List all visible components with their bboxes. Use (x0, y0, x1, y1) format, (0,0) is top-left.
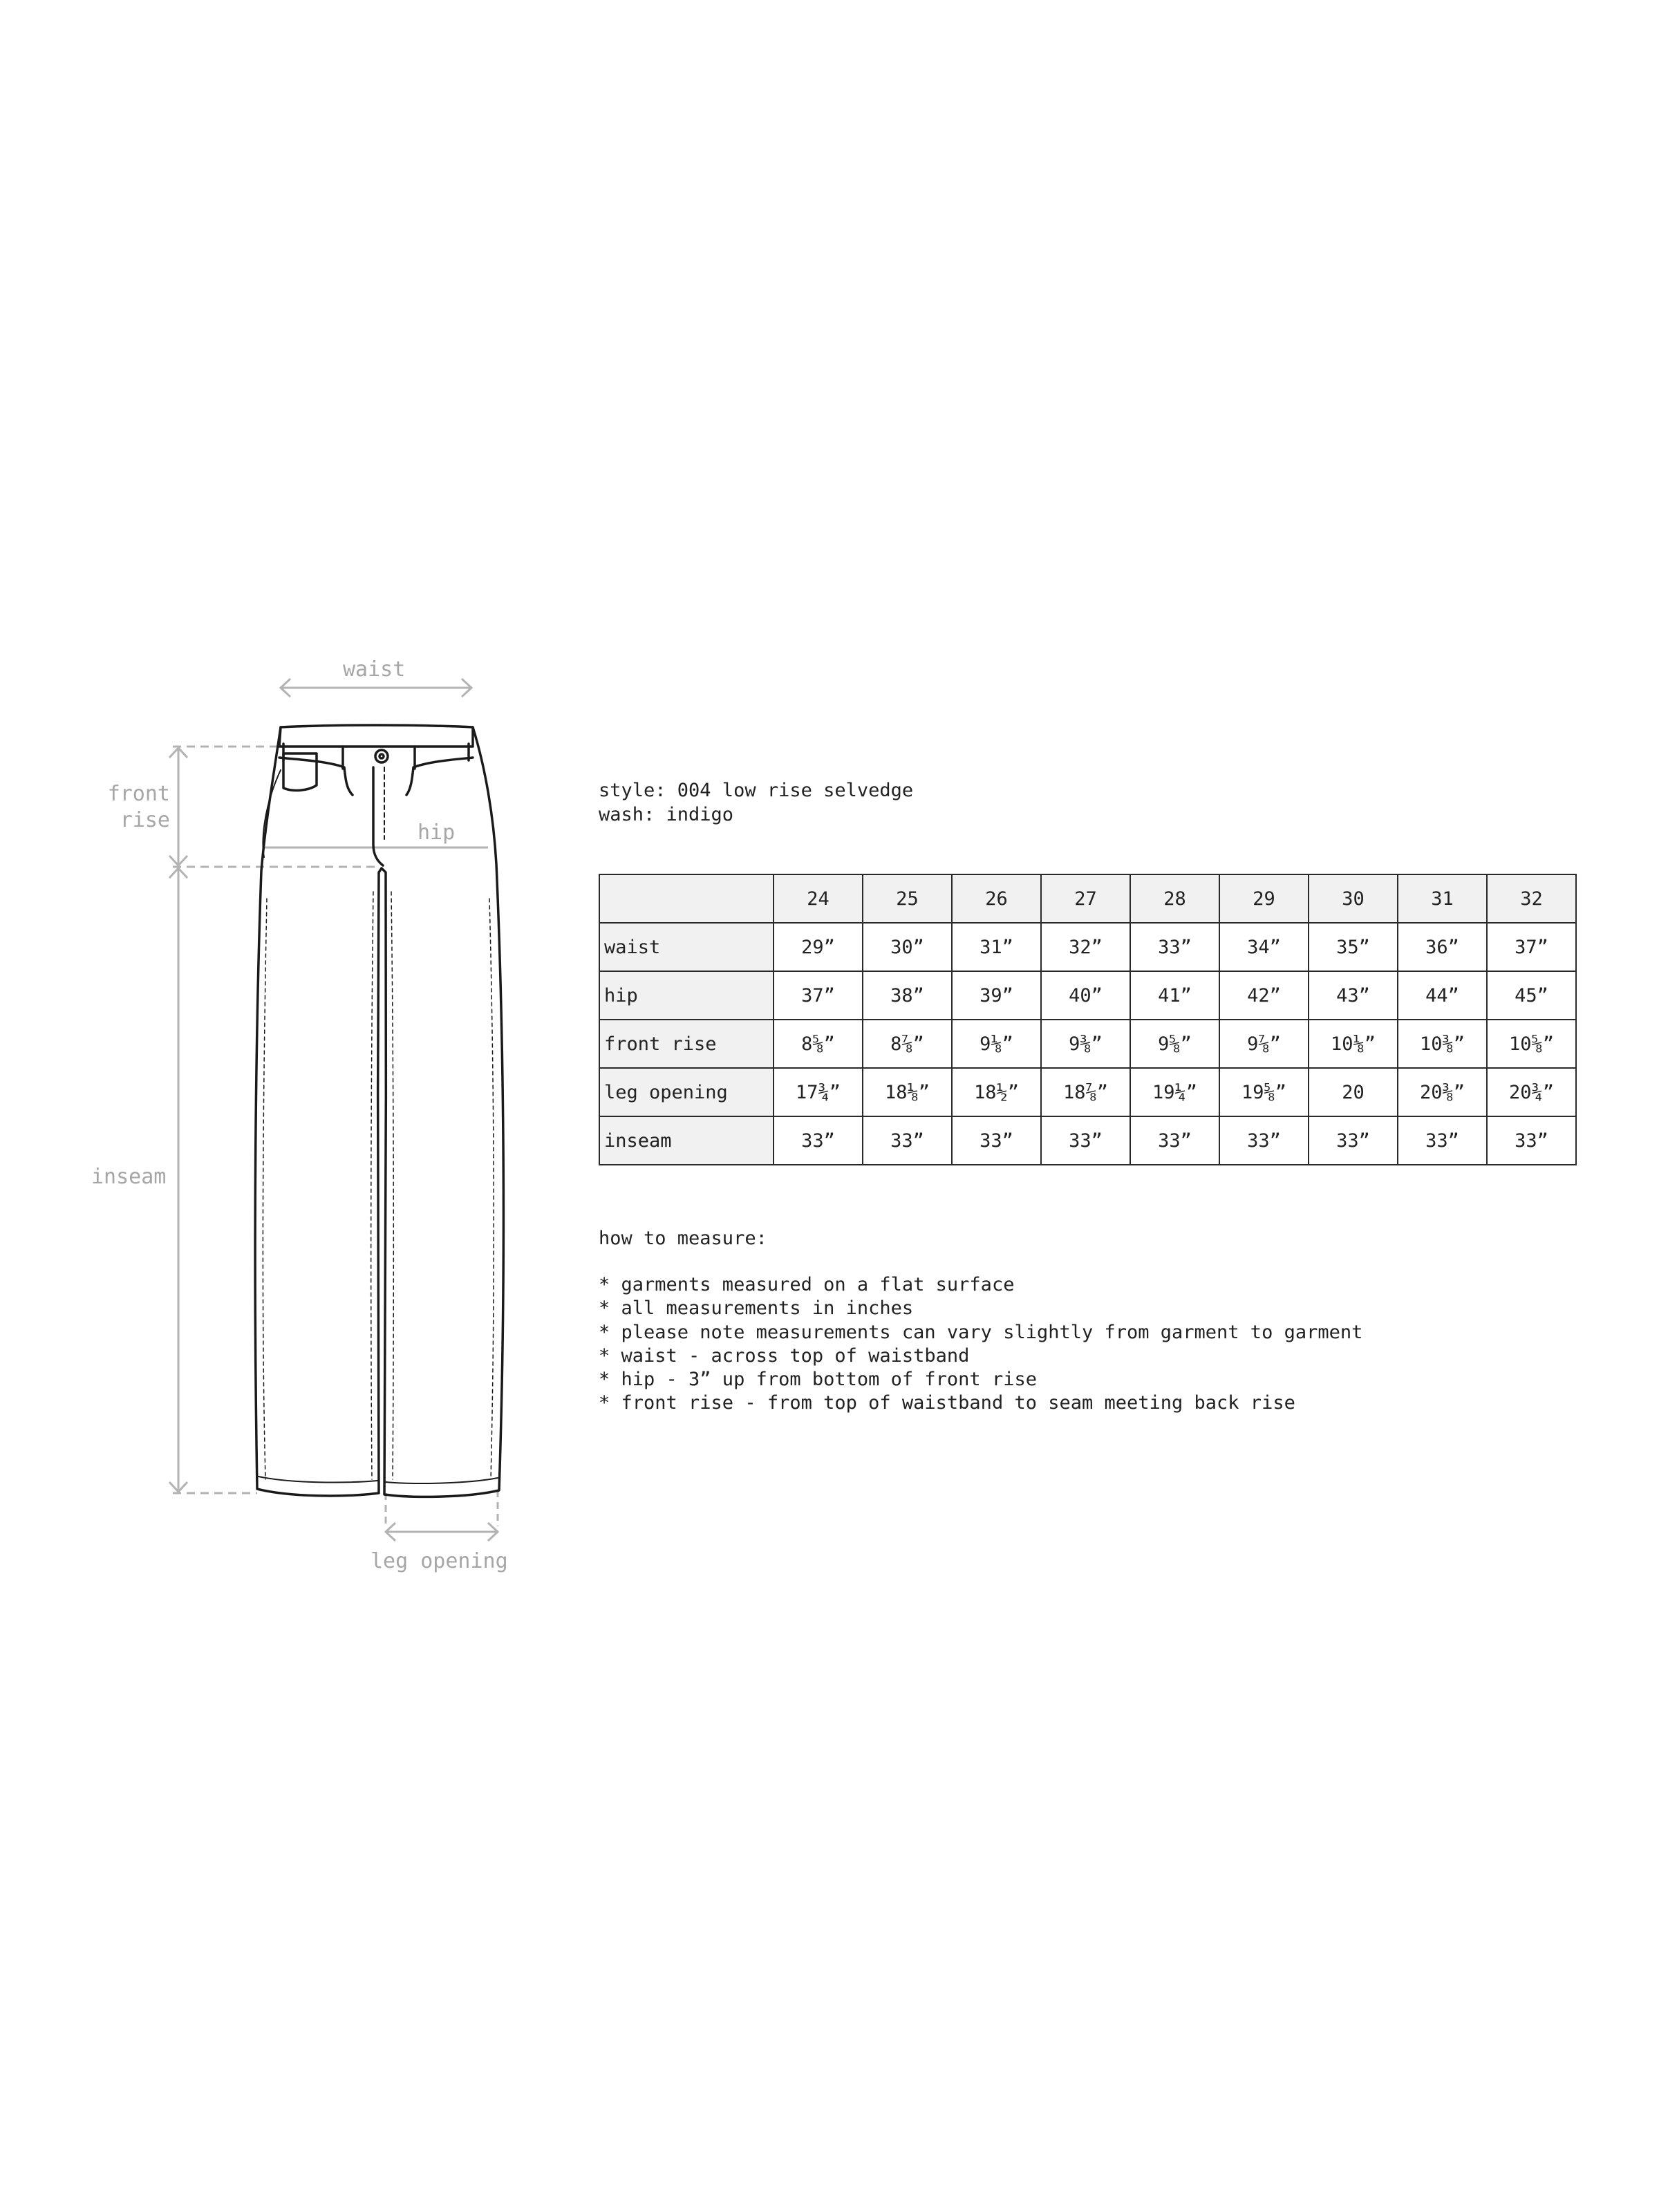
size-chart-table (599, 874, 1577, 1165)
note-item: * hip - 3” up from bottom of front rise (599, 1369, 1037, 1391)
leg-opening-dimension-line (386, 1523, 498, 1541)
value-cell: 29” (774, 923, 863, 971)
value-cell: 33” (1309, 1116, 1398, 1165)
jeans-outline (255, 725, 503, 1497)
table-row (599, 971, 1576, 1020)
value-cell: 33” (1130, 923, 1219, 971)
front-rise-label (69, 781, 170, 834)
note-item: * garments measured on a flat surface (599, 1274, 1015, 1295)
value-cell: 20⅜” (1398, 1068, 1487, 1116)
value-cell: 42” (1219, 971, 1309, 1020)
value-cell: 44” (1398, 971, 1487, 1020)
size-header-cell: 29 (1219, 874, 1309, 923)
note-item: * all measurements in inches (599, 1297, 914, 1320)
jeans-silhouette-icon (255, 727, 503, 1497)
table-row (599, 1020, 1576, 1068)
table-row (599, 1116, 1576, 1165)
size-header-cell: 28 (1130, 874, 1219, 923)
value-cell: 10⅛” (1309, 1020, 1398, 1068)
note-item: * waist - across top of waistband (599, 1344, 970, 1367)
value-cell: 33” (1487, 1116, 1576, 1165)
value-cell: 20¾” (1487, 1068, 1576, 1116)
value-cell: 33” (1041, 1116, 1130, 1165)
value-cell: 19⅝” (1219, 1068, 1309, 1116)
table-row (599, 923, 1576, 971)
value-cell: 33” (863, 1116, 952, 1165)
size-header-cell: 26 (952, 874, 1041, 923)
hip-label: hip (418, 821, 456, 845)
size-header-cell: 27 (1041, 874, 1130, 923)
value-cell: 8⅝” (774, 1020, 863, 1068)
value-cell: 40” (1041, 971, 1130, 1020)
value-cell: 33” (1219, 1116, 1309, 1165)
leg-opening-label: leg opening (371, 1549, 508, 1573)
measurement-guides (169, 679, 498, 1541)
value-cell: 38” (863, 971, 952, 1020)
value-cell: 37” (1487, 923, 1576, 971)
value-cell: 9⅜” (1041, 1020, 1130, 1068)
right-pocket-icon (406, 758, 473, 795)
value-cell: 35” (1309, 923, 1398, 971)
size-header-cell: 24 (774, 874, 863, 923)
value-cell: 18½” (952, 1068, 1041, 1116)
waistband-icon (279, 725, 473, 747)
front-rise-dimension-line (169, 748, 187, 865)
size-header-cell: 31 (1398, 874, 1487, 923)
value-cell: 19¼” (1130, 1068, 1219, 1116)
note-item: * please note measurements can vary slightly from garment to garment (599, 1321, 1363, 1343)
size-header-cell: 32 (1487, 874, 1576, 923)
size-header-row (599, 874, 1576, 923)
value-cell: 31” (952, 923, 1041, 971)
front-rise-label-line2: rise (120, 808, 170, 832)
value-cell: 39” (952, 971, 1041, 1020)
value-cell: 34” (1219, 923, 1309, 971)
size-header-cell: 25 (863, 874, 952, 923)
value-cell: 33” (1398, 1116, 1487, 1165)
value-cell: 9⅞” (1219, 1020, 1309, 1068)
value-cell: 9⅛” (952, 1020, 1041, 1068)
table-row (599, 1068, 1576, 1116)
value-cell: 8⅞” (863, 1020, 952, 1068)
fly-icon (373, 767, 383, 865)
waist-label: waist (343, 657, 406, 682)
value-cell: 33” (952, 1116, 1041, 1165)
value-cell: 45” (1487, 971, 1576, 1020)
corner-cell (599, 874, 774, 923)
value-cell: 9⅝” (1130, 1020, 1219, 1068)
style-line: style: 004 low rise selvedge (599, 780, 914, 801)
value-cell: 10⅝” (1487, 1020, 1576, 1068)
button-icon (375, 750, 388, 762)
row-label-cell: waist (599, 923, 774, 971)
note-item: * front rise - from top of waistband to seam meeting back rise (599, 1392, 1295, 1414)
size-header-cell: 30 (1309, 874, 1398, 923)
measurement-notes (599, 1273, 1362, 1416)
value-cell: 33” (1130, 1116, 1219, 1165)
value-cell: 33” (774, 1116, 863, 1165)
value-cell: 43” (1309, 971, 1398, 1020)
value-cell: 17¾” (774, 1068, 863, 1116)
value-cell: 20 (1309, 1068, 1398, 1116)
value-cell: 41” (1130, 971, 1219, 1020)
inseam-dimension-line (169, 868, 187, 1492)
wash-line: wash: indigo (599, 804, 734, 825)
value-cell: 37” (774, 971, 863, 1020)
inseam-label: inseam (91, 1165, 167, 1189)
value-cell: 10⅜” (1398, 1020, 1487, 1068)
value-cell: 18⅞” (1041, 1068, 1130, 1116)
row-label-cell: leg opening (599, 1068, 774, 1116)
value-cell: 30” (863, 923, 952, 971)
how-to-measure-title: how to measure: (599, 1228, 767, 1249)
row-label-cell: front rise (599, 1020, 774, 1068)
front-rise-label-line1: front (107, 782, 170, 806)
value-cell: 36” (1398, 923, 1487, 971)
row-label-cell: hip (599, 971, 774, 1020)
value-cell: 32” (1041, 923, 1130, 971)
value-cell: 18⅛” (863, 1068, 952, 1116)
row-label-cell: inseam (599, 1116, 774, 1165)
